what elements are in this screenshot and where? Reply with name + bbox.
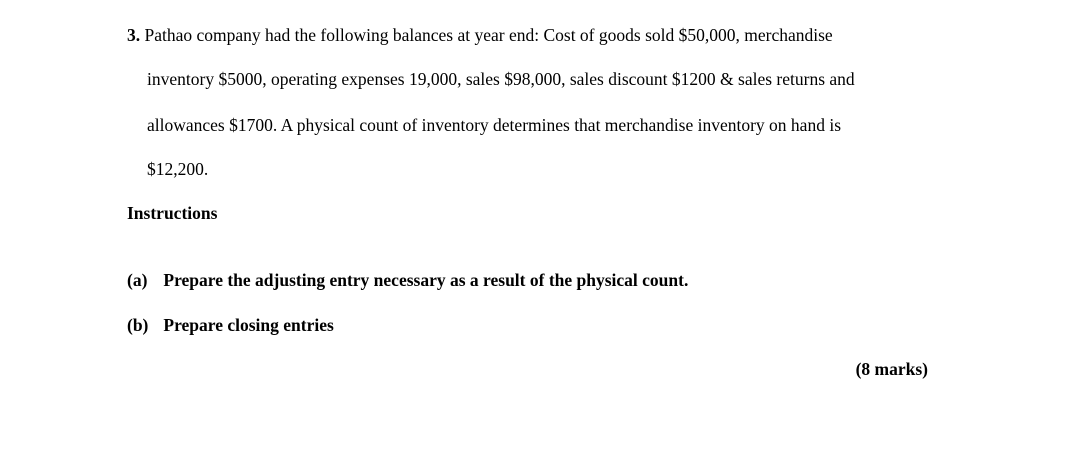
question-line-4: $12,200. [147, 159, 209, 179]
instruction-item-b [127, 315, 334, 335]
question-line-1 [127, 25, 833, 45]
instruction-text-b: Prepare closing entries [163, 315, 334, 335]
instructions-heading: Instructions [127, 203, 218, 223]
question-line-2: inventory $5000, operating expenses 19,000, sales $98,000, sales discount $1200 & sales returns and [147, 69, 855, 89]
question-number: 3. [127, 25, 141, 45]
instruction-label-a: (a) [127, 270, 148, 290]
instruction-item-a [127, 270, 688, 290]
question-line-3: allowances $1700. A physical count of inventory determines that merchandise inventory on hand is [147, 115, 842, 135]
instruction-label-b: (b) [127, 315, 149, 335]
question-text-1: Pathao company had the following balances at year end: Cost of goods sold $50,000, merchandise [144, 25, 833, 45]
instruction-text-a: Prepare the adjusting entry necessary as a result of the physical count. [163, 270, 689, 290]
marks-label: (8 marks) [855, 359, 928, 379]
